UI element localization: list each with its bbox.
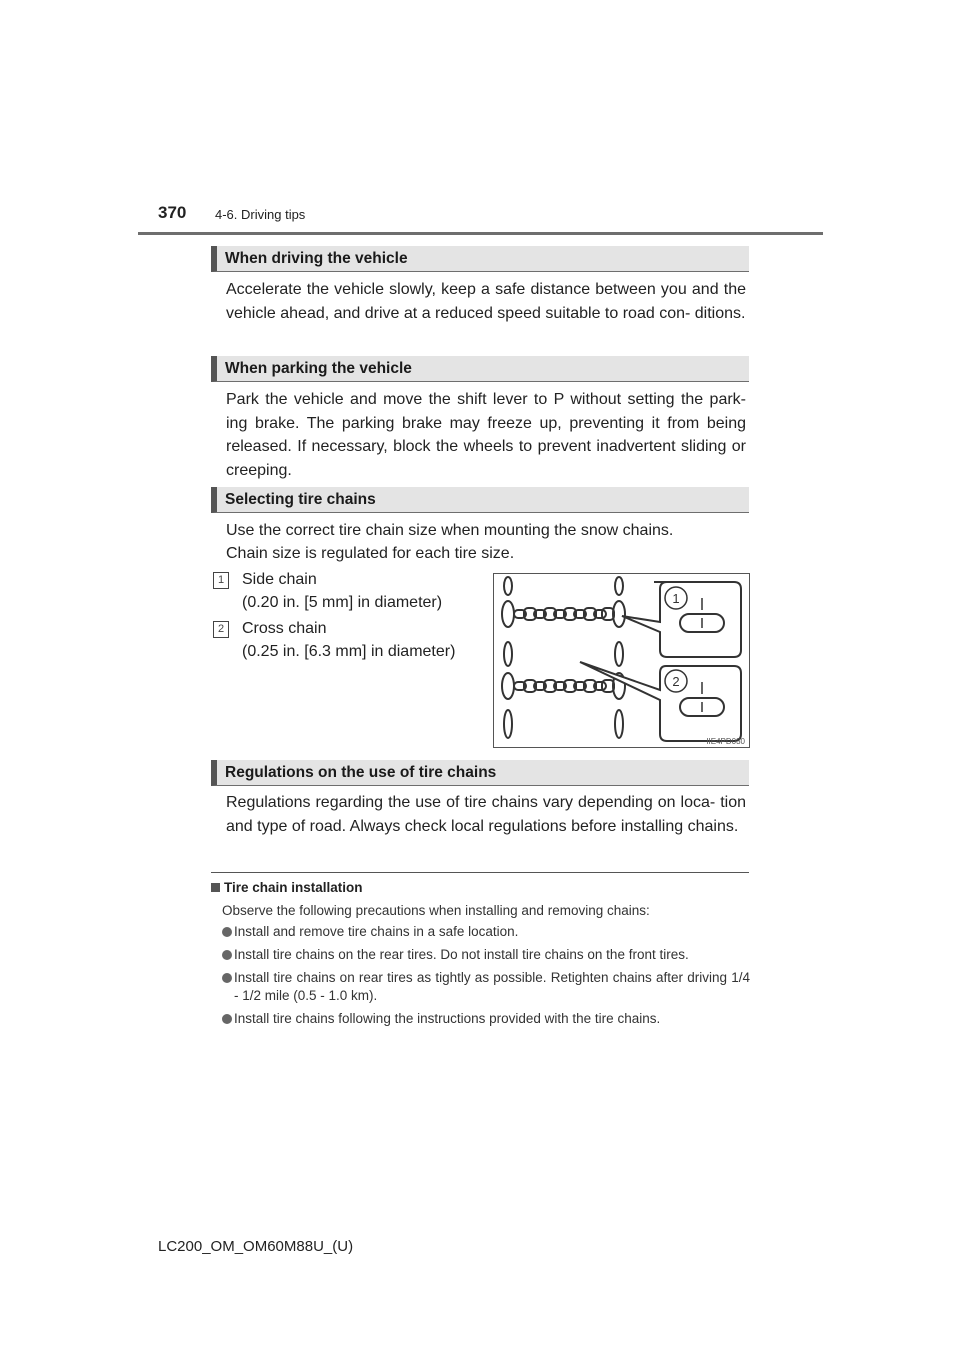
para-selecting-1: Use the correct tire chain size when mounting the snow chains. bbox=[226, 522, 674, 539]
note-bullet-2 bbox=[222, 946, 750, 964]
bullet-dot-icon bbox=[222, 950, 232, 960]
figure-code: IIE4PD030 bbox=[706, 737, 745, 746]
heading-selecting bbox=[211, 487, 749, 513]
heading-parking-text: When parking the vehicle bbox=[225, 360, 412, 377]
item-2-spec: (0.25 in. [6.3 mm] in diameter) bbox=[242, 643, 456, 660]
page-number: 370 bbox=[158, 203, 187, 222]
bullet-dot-icon bbox=[222, 1014, 232, 1024]
note-bullet-4-text: Install tire chains following the instructions provided with the tire chains. bbox=[234, 1011, 661, 1026]
heading-parking bbox=[211, 356, 749, 382]
bullet-dot-icon bbox=[222, 927, 232, 937]
section-label: 4-6. Driving tips bbox=[215, 207, 306, 222]
note-bullet-2-text: Install tire chains on the rear tires. Do not install tire chains on the front tires. bbox=[234, 947, 689, 962]
heading-driving-text: When driving the vehicle bbox=[225, 250, 408, 267]
footer-doc-id: LC200_OM_OM60M88U_(U) bbox=[158, 1238, 354, 1255]
para-driving: Accelerate the vehicle slowly, keep a safe distance between you and the vehicle ahead, and drive at a reduced speed suitable to road con- ditions. bbox=[226, 281, 746, 322]
note-bullet-1-text: Install and remove tire chains in a safe location. bbox=[234, 924, 519, 939]
figure-callout-1: 1 bbox=[672, 591, 680, 606]
note-bullet-3 bbox=[222, 969, 750, 1005]
note-title-text: Tire chain installation bbox=[224, 880, 363, 895]
tire-chain-figure bbox=[493, 573, 750, 748]
item-1-badge: 1 bbox=[213, 572, 229, 589]
para-selecting-2: Chain size is regulated for each tire size. bbox=[226, 545, 515, 562]
heading-regulations-text: Regulations on the use of tire chains bbox=[225, 764, 497, 781]
note-bullet-1 bbox=[222, 923, 750, 941]
figure-callout-2: 2 bbox=[672, 674, 680, 689]
item-1-spec: (0.20 in. [5 mm] in diameter) bbox=[242, 594, 443, 611]
note-rule bbox=[211, 872, 749, 873]
note-bullet-4 bbox=[222, 1010, 750, 1028]
item-2-name: Cross chain bbox=[242, 620, 327, 637]
para-parking: Park the vehicle and move the shift lever to P without setting the park- ing brake. The parking brake may freeze up, preventing it from being released. If necessary, block the wheels to prevent inadvertent sliding or creeping. bbox=[226, 391, 746, 479]
header-rule bbox=[138, 232, 823, 235]
heading-driving bbox=[211, 246, 749, 272]
tire-chain-illustration bbox=[494, 574, 749, 747]
bullet-dot-icon bbox=[222, 973, 232, 983]
square-bullet-icon bbox=[211, 883, 220, 892]
heading-selecting-text: Selecting tire chains bbox=[225, 491, 376, 508]
para-regulations: Regulations regarding the use of tire chains vary depending on loca- tion and type of road. Always check local regulations before installing chains. bbox=[226, 794, 746, 835]
note-intro: Observe the following precautions when installing and removing chains: bbox=[222, 903, 650, 918]
item-2-badge: 2 bbox=[213, 621, 229, 638]
heading-regulations bbox=[211, 760, 749, 786]
item-1-name: Side chain bbox=[242, 571, 317, 588]
note-title bbox=[211, 880, 363, 895]
note-bullet-3-text: Install tire chains on rear tires as tightly as possible. Retighten chains after driving 1/4 - 1/2 mile (0.5 - 1.0 km). bbox=[234, 970, 750, 1003]
